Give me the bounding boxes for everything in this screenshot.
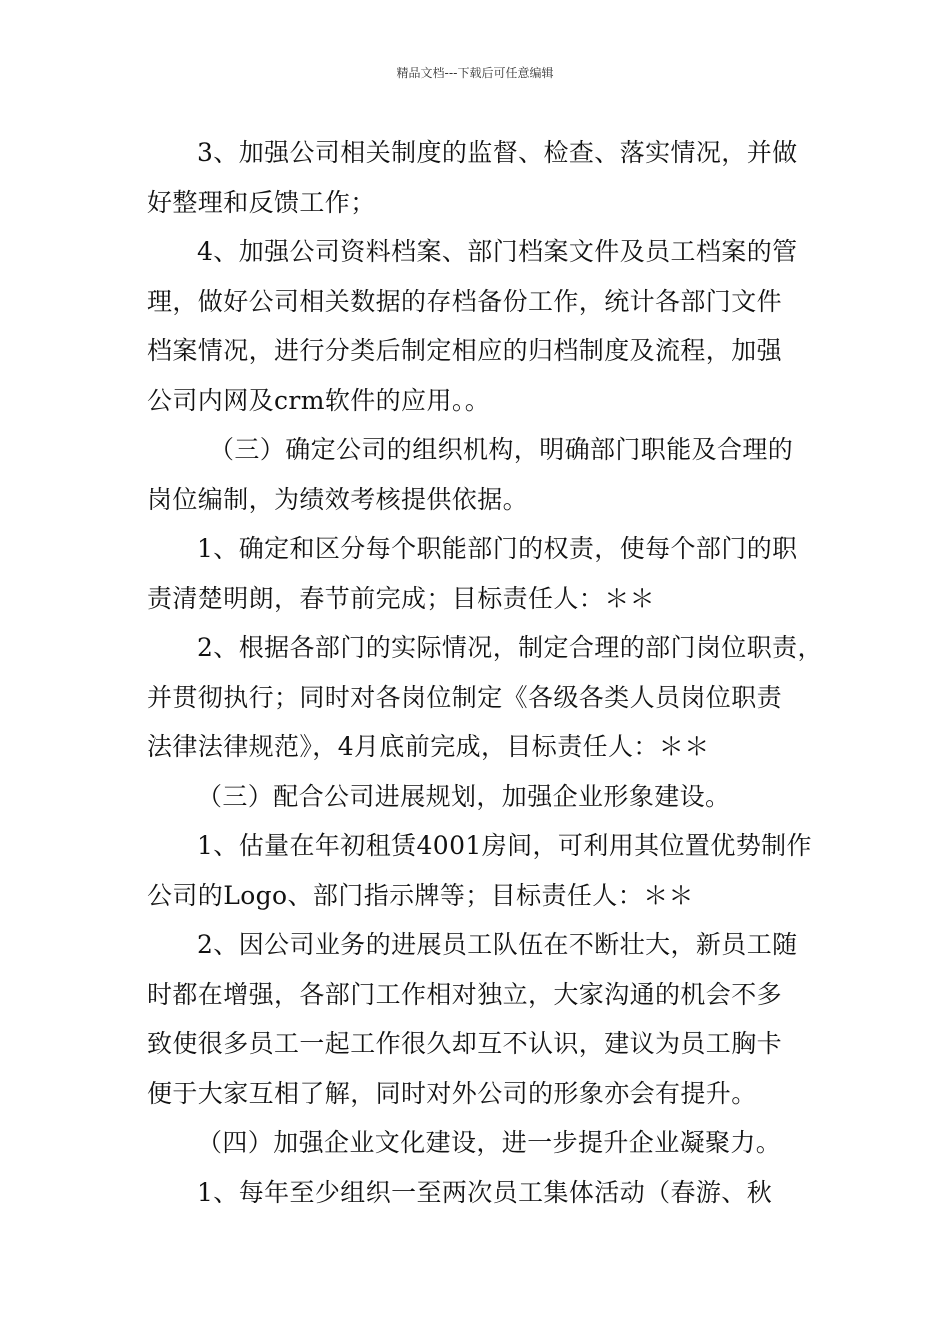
paragraph-line: 理，做好公司相关数据的存档备份工作，统计各部门文件 — [147, 286, 783, 316]
paragraph-line: 法律法律规范》，4月底前完成，目标责任人：＊＊ — [147, 732, 710, 761]
paragraph-line: 并贯彻执行；同时对各岗位制定《各级各类人员岗位职责 — [147, 682, 783, 712]
document-body — [147, 128, 823, 1217]
paragraph-line: 4、加强公司资料档案、部门档案文件及员工档案的管 — [197, 237, 798, 266]
paragraph-line: 公司的Logo、部门指示牌等；目标责任人：＊＊ — [147, 880, 694, 910]
paragraph-line: 致使很多员工一起工作很久却互不认识，建议为员工胸卡 — [147, 1029, 783, 1058]
section-heading-line: （三）确定公司的组织机构，明确部门职能及合理的 — [209, 435, 794, 464]
paragraph-line: 档案情况，进行分类后制定相应的归档制度及流程，加强 — [147, 336, 783, 365]
paragraph-line: 时都在增强，各部门工作相对独立，大家沟通的机会不多 — [147, 979, 783, 1009]
section-heading-line: （三）配合公司进展规划，加强企业形象建设。 — [197, 781, 731, 811]
paragraph-line: 1、每年至少组织一至两次员工集体活动（春游、秋 — [197, 1177, 773, 1207]
paragraph-line: 便于大家互相了解，同时对外公司的形象亦会有提升。 — [147, 1078, 757, 1108]
paragraph-line: 1、确定和区分每个职能部门的权责，使每个部门的职 — [197, 534, 798, 563]
paragraph-line: 1、估量在年初租赁4001房间，可利用其位置优势制作 — [197, 831, 812, 860]
paragraph-line: 岗位编制，为绩效考核提供依据。 — [147, 484, 529, 514]
paragraph-line: 2、根据各部门的实际情况，制定合理的部门岗位职责， — [197, 633, 823, 662]
paragraph-line: 好整理和反馈工作； — [147, 187, 376, 217]
paragraph-line: 3、加强公司相关制度的监督、检查、落实情况，并做 — [197, 138, 798, 167]
paragraph-line: 责清楚明朗，春节前完成；目标责任人：＊＊ — [147, 583, 656, 613]
section-heading-line: （四）加强企业文化建设，进一步提升企业凝聚力。 — [197, 1128, 782, 1157]
page-header: 精品文档---下载后可任意编辑 — [396, 66, 554, 80]
paragraph-line: 2、因公司业务的进展员工队伍在不断壮大，新员工随 — [197, 930, 798, 959]
paragraph-line: 公司内网及crm软件的应用。。 — [147, 385, 491, 415]
